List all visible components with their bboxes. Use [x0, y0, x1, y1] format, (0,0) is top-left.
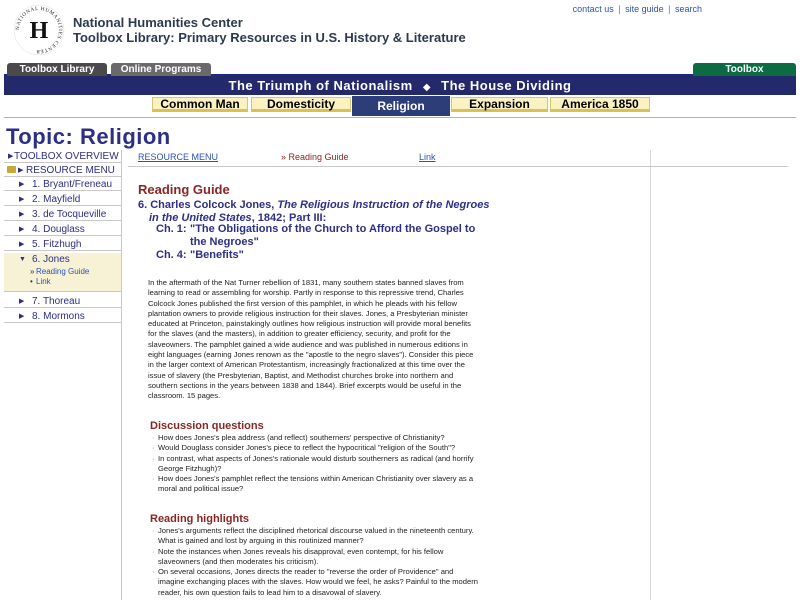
reading-highlights-list	[152, 526, 482, 598]
sidebar-subitem-label: Link	[36, 277, 51, 286]
chapter-title: "Benefits"	[190, 249, 244, 261]
sidebar-item-bryant-freneau[interactable]	[4, 178, 121, 191]
chapter-title: "The Obligations of the Church to Afford the Gospel to the Negroes"	[190, 223, 476, 248]
list-item: · Would Douglass consider Jones's piece to reflect the hypocritical "religion of the South"?	[152, 443, 482, 453]
chapter-number: Ch. 4:	[156, 249, 187, 261]
arrow-right-icon: ▶	[8, 153, 14, 160]
tab-religion[interactable]: Religion	[352, 96, 450, 116]
sidebar-item-mayfield[interactable]	[4, 193, 121, 206]
tab-toolbox-library[interactable]: Toolbox Library	[7, 63, 107, 76]
list-item: · Jones's arguments reflect the disciplined rhetorical discourse valued in the nineteenth century. What is gained and lost by arguing in this routinized manner?	[152, 526, 482, 547]
arrow-right-icon: ▶	[18, 167, 24, 174]
doc-author: 6. Charles Colcock Jones,	[138, 199, 278, 211]
arrow-right-icon: ▶	[19, 211, 25, 218]
sidebar-item-label: RESOURCE MENU	[26, 165, 115, 176]
list-item: · In contrast, what aspects of Jones's rationale would disturb southerners as radical (and horrify George Fitzhugh)?	[152, 454, 482, 475]
sidebar-item-resource-menu[interactable]	[4, 164, 121, 177]
tab-online-programs[interactable]: Online Programs	[111, 63, 211, 76]
list-item: · Note the instances when Jones reveals his disapproval, even contempt, for his fellow slaveowners (and then moderates his criticism).	[152, 547, 482, 568]
sidebar	[4, 150, 121, 600]
doc-year-part: , 1842; Part III:	[251, 212, 327, 224]
arrow-right-icon: ▶	[19, 181, 25, 188]
doc-title-part1: The Religious Instruction of the Negroes	[277, 199, 490, 211]
banner-left-title[interactable]: The Triumph of Nationalism	[228, 78, 413, 93]
sidebar-item-thoreau[interactable]	[4, 295, 121, 308]
banner-right-title[interactable]: The House Dividing	[441, 78, 572, 93]
search-link[interactable]: search	[674, 4, 702, 14]
document-heading	[138, 199, 578, 225]
chapter-number: Ch. 1:	[156, 223, 187, 235]
chapter-1	[156, 223, 490, 249]
link-separator: |	[668, 4, 671, 14]
tab-domesticity[interactable]: Domesticity	[251, 97, 351, 112]
list-item: · How does Jones's pamphlet reflect the tensions within American Christianity over slavery as a moral and political issue?	[152, 474, 482, 495]
sidebar-item-mormons[interactable]	[4, 310, 121, 323]
doc-title-part2: in the United States	[149, 212, 252, 224]
reading-guide-title: Reading Guide	[138, 182, 230, 197]
arrow-right-icon: ▶	[19, 313, 25, 320]
breadcrumb-divider	[128, 166, 788, 167]
sidebar-item-fitzhugh[interactable]	[4, 238, 121, 251]
topic-tabs	[4, 95, 796, 118]
folder-icon	[7, 166, 16, 173]
library-subtitle: Toolbox Library: Primary Resources in U.S. History & Literature	[73, 30, 466, 45]
discussion-questions-title: Discussion questions	[150, 420, 264, 432]
sidebar-divider	[121, 150, 122, 600]
sidebar-item-toolbox-overview[interactable]	[4, 150, 121, 163]
breadcrumb	[138, 152, 778, 166]
sidebar-item-label: 4. Douglass	[32, 224, 85, 235]
sidebar-subitem-link[interactable]	[4, 277, 121, 287]
sidebar-item-label: 7. Thoreau	[32, 296, 81, 307]
arrow-right-icon: ▶	[19, 298, 25, 305]
page-title: Topic: Religion	[6, 124, 171, 149]
tab-america-1850[interactable]: America 1850	[550, 97, 650, 112]
list-item: · How does Jones's plea address (and reflect) southerners' perspective of Christianity?	[152, 433, 482, 443]
bullet-icon: •	[30, 277, 33, 286]
top-tab-bar	[4, 62, 796, 76]
chapter-4	[156, 249, 490, 262]
arrow-right-icon: ▶	[19, 241, 25, 248]
sidebar-item-label: 5. Fitzhugh	[32, 239, 82, 250]
arrow-down-icon: ▼	[19, 256, 26, 263]
sidebar-item-douglass[interactable]	[4, 223, 121, 236]
arrow-right-icon: ▶	[19, 226, 25, 233]
top-links	[573, 4, 702, 14]
site-header	[0, 0, 800, 62]
sidebar-subitem-reading-guide[interactable]	[4, 267, 121, 277]
raquo-icon: »	[30, 267, 35, 276]
link-separator: |	[618, 4, 621, 14]
sidebar-subitem-label: Reading Guide	[36, 267, 90, 276]
discussion-questions-list	[152, 433, 482, 495]
arrow-right-icon: ▶	[19, 196, 25, 203]
sidebar-jones-group	[4, 253, 121, 292]
tab-common-man[interactable]: Common Man	[152, 97, 248, 112]
tab-toolbox[interactable]: Toolbox	[693, 63, 796, 76]
sidebar-item-label: TOOLBOX OVERVIEW	[14, 151, 119, 162]
sidebar-item-label: 2. Mayfield	[32, 194, 81, 205]
main-content	[128, 150, 788, 600]
intro-paragraph: In the aftermath of the Nat Turner rebellion of 1831, many southern states banned slaves from learning to read or assembling for worship. Partly in response to this repressive trend, Charles Colcock Jones published the first version of this pamphlet, in which he pleads with his fellow plantation owners to provide religious instruction for their slaves. Jones, a Presbyterian minister educated at Princeton, painstakingly outlines how religious instruction will provide moral benefits for the slaves (and the masters), in addition to greater efficiency, security, and profit for the slaveowners. The pamphlet gained a wide audience and was published in numerous editions in eight languages (earning Jones renown as the "apostle to the negro slaves"). Consider this piece in the larger context of American Protestantism, increasingly fractionalized at this time over the issue of slavery (the Presbyterian, Baptist, and Methodist churches broke into northern and southern sections in the years between 1838 and 1844). Brief excerpts would be useful in the classroom. 15 pages.	[148, 278, 474, 401]
sidebar-item-label: 8. Mormons	[32, 311, 85, 322]
humanities-center-logo[interactable]	[12, 3, 66, 57]
reading-highlights-title: Reading highlights	[150, 513, 249, 525]
svg-text:H: H	[29, 18, 49, 44]
crumb-link[interactable]: Link	[419, 152, 436, 162]
list-item: · On several occasions, Jones directs the reader to "reverse the order of Providence" and imagine exchanging places with the slaves. How would we feel, he asks? Painful to the modern reader, his own question fails to lead him to a disavowal of slavery.	[152, 567, 482, 598]
sidebar-item-label: 1. Bryant/Freneau	[32, 179, 113, 190]
org-name: National Humanities Center	[73, 15, 243, 30]
sidebar-item-label: 3. de Tocqueville	[32, 209, 107, 220]
toolbox-banner	[4, 76, 796, 95]
contact-us-link[interactable]: contact us	[572, 4, 614, 14]
sidebar-item-de-tocqueville[interactable]	[4, 208, 121, 221]
sidebar-item-jones[interactable]	[4, 253, 121, 266]
sidebar-item-label: 6. Jones	[32, 254, 70, 265]
crumb-reading-guide: » Reading Guide	[281, 152, 349, 162]
tab-expansion[interactable]: Expansion	[451, 97, 548, 112]
site-guide-link[interactable]: site guide	[625, 4, 664, 14]
diamond-icon: ◆	[422, 82, 432, 93]
crumb-resource-menu[interactable]: RESOURCE MENU	[138, 152, 219, 162]
svg-text:NATIONAL HUMANITIES CENTER: NATIONAL HUMANITIES CENTER	[14, 5, 64, 55]
